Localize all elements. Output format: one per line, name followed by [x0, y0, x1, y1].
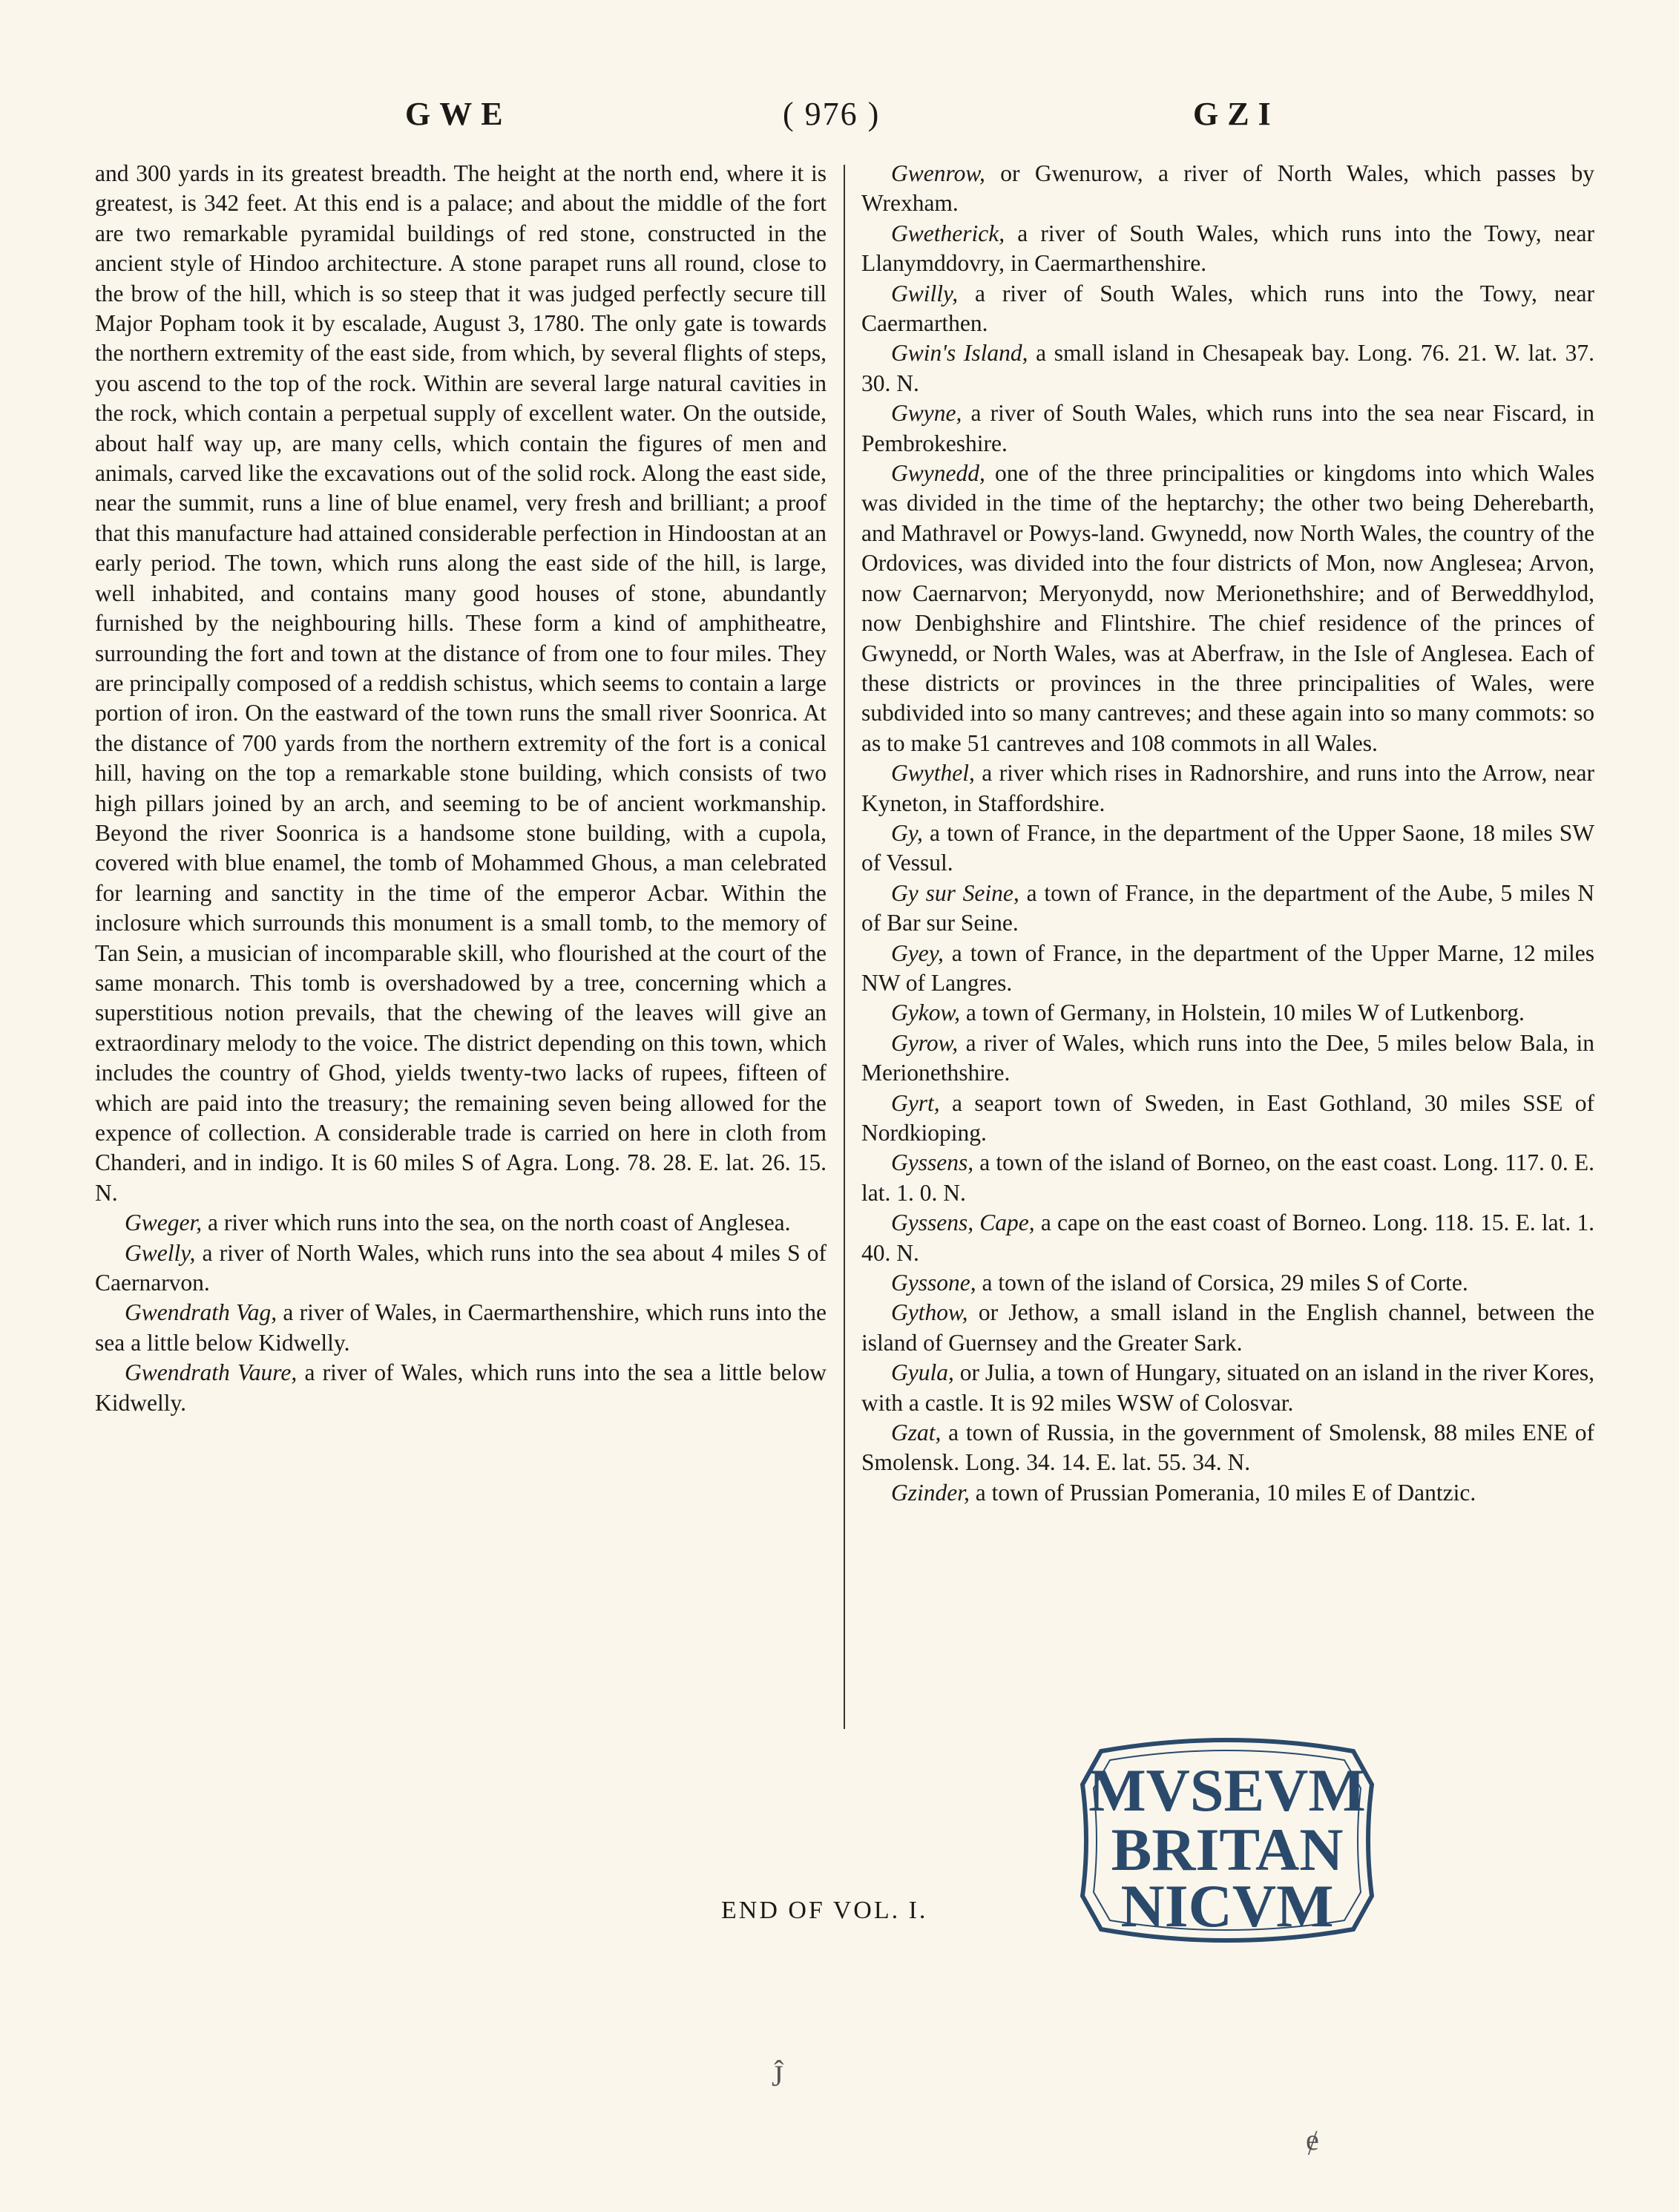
entry-description: or Jethow, a small island in the English channel, between the island of Guernsey and the Greater Sark.	[861, 1299, 1594, 1356]
gazetteer-entry	[861, 279, 1594, 339]
entry-description: a town of France, in the department of the Upper Marne, 12 miles NW of Langres.	[861, 939, 1594, 996]
gazetteer-entry	[95, 1208, 827, 1238]
entry-term: Gzat,	[891, 1420, 942, 1446]
entry-term: Gzinder,	[891, 1479, 970, 1506]
entry-description: or Gwenurow, a river of North Wales, which passes by Wrexham.	[861, 160, 1594, 217]
stamp-text-line: BRITAN	[1111, 1816, 1344, 1883]
entry-description: a river which rises in Radnorshire, and runs into the Arrow, near Kyneton, in Staffordshire.	[861, 760, 1594, 816]
gazetteer-entry	[861, 1268, 1594, 1298]
gazetteer-entry	[861, 338, 1594, 398]
entry-description: a town of Germany, in Holstein, 10 miles W of Lutkenborg.	[960, 1000, 1525, 1026]
stray-mark: Ĵ	[772, 2059, 783, 2093]
continued-entry-text: and 300 yards in its greatest breadth. The height at the north end, where it is greatest, is 342 feet. At this end is a palace; and about the middle of the fort are two remarkable pyramidal buildings of red stone, constructed in the ancient style of Hindoo architecture. A stone parapet runs all round, close to the brow of the hill, which is so steep that it was judged perfectly secure till Major Popham took it by escalade, August 3, 1780. The only gate is towards the northern extremity of the east side, from which, by several flights of steps, you ascend to the top of the rock. Within are several large natural cavities in the rock, which contain a perpetual supply of excellent water. On the outside, about half way up, are many cells, which contain the figures of men and animals, carved like the excavations out of the solid rock. Along the east side, near the summit, runs a line of blue enamel, very fresh and brilliant; a proof that this manufacture had attained considerable perfection in Hindoostan at an early period. The town, which runs along the east side of the hill, is large, well inhabited, and contains many good houses of stone, abundantly furnished by the neighbouring hills. These form a kind of amphitheatre, surrounding the fort and town at the distance of from one to four miles. They are principally composed of a reddish schistus, which seems to contain a large portion of iron. On the eastward of the town runs the small river Soonrica. At the distance of 700 yards from the northern extremity of the fort is a conical hill, having on the top a remarkable stone building, which consists of two high pillars joined by an arch, and seeming to be of ancient workmanship. Beyond the river Soonrica is a handsome stone building, with a cupola, covered with blue enamel, the tomb of Mohammed Ghous, a man celebrated for learning and sanctity in the time of the emperor Acbar. Within the inclosure which surrounds this monument is a small tomb, to the memory of Tan Sein, a musician of incomparable skill, who flourished at the court of the same monarch. This tomb is overshadowed by a tree, concerning which a superstitious notion prevails, that the chewing of the leaves will give an extraordinary melody to the voice. The district depending on this town, which includes the country of Ghod, yields twenty-two lacks of rupees, fifteen of which are paid into the treasury; the remaining seven being allowed for the expence of collection. A considerable trade is carried on here in cloth from Chanderi, and in indigo. It is 60 miles S of Agra. Long. 78. 28. E. lat. 26. 15. N.	[95, 160, 827, 1206]
museum-stamp	[1071, 1729, 1383, 1952]
running-head-left: GWE	[405, 96, 512, 132]
entry-description: a river of Wales, in Caermarthenshire, which runs into the sea a little below Kidwelly.	[95, 1299, 827, 1356]
entry-description: a seaport town of Sweden, in East Gothland, 30 miles SSE of Nordkioping.	[861, 1089, 1594, 1146]
right-entry-list	[861, 159, 1594, 1508]
entry-description: or Julia, a town of Hungary, situated on an island in the river Kores, with a castle. It is 92 miles WSW of Colosvar.	[861, 1359, 1594, 1416]
entry-description: a town of Prussian Pomerania, 10 miles E of Dantzic.	[969, 1479, 1476, 1506]
gazetteer-entry	[95, 1358, 827, 1418]
entry-description: a river of South Wales, which runs into the Towy, near Llanymddovry, in Caermarthenshire.	[861, 220, 1594, 277]
entry-description: a town of France, in the department of the Aube, 5 miles N of Bar sur Seine.	[861, 879, 1594, 936]
entry-description: a river which runs into the sea, on the north coast of Anglesea.	[202, 1210, 791, 1236]
entry-term: Gwendrath Vaure,	[125, 1359, 298, 1386]
gazetteer-entry	[861, 159, 1594, 219]
entry-term: Gwendrath Vag,	[125, 1299, 277, 1326]
gazetteer-entry	[861, 1298, 1594, 1358]
entry-term: Gyssone,	[891, 1270, 976, 1296]
gazetteer-entry	[861, 1208, 1594, 1268]
entry-term: Gwythel,	[891, 760, 975, 787]
entry-description: a small island in Chesapeak bay. Long. 76. 21. W. lat. 37. 30. N.	[861, 340, 1594, 396]
gazetteer-entry	[861, 459, 1594, 758]
entry-description: a river of South Wales, which runs into the sea near Fiscard, in Pembrokeshire.	[861, 400, 1594, 456]
gazetteer-entry	[861, 1418, 1594, 1478]
stamp-text-line: MVSEVM	[1088, 1756, 1366, 1824]
entry-term: Gy,	[891, 819, 923, 846]
entry-description: a town of the island of Corsica, 29 miles S of Corte.	[976, 1270, 1468, 1296]
entry-term: Gyrow,	[891, 1029, 959, 1056]
entry-description: a river of Wales, which runs into the sea a little below Kidwelly.	[95, 1359, 827, 1416]
entry-term: Gwynedd,	[891, 460, 985, 487]
entry-description: a cape on the east coast of Borneo. Long. 118. 15. E. lat. 1. 40. N.	[861, 1210, 1595, 1266]
gazetteer-entry	[95, 1298, 827, 1358]
entry-term: Gwelly,	[125, 1239, 196, 1266]
left-entry-list	[95, 1208, 827, 1418]
column-divider	[844, 165, 845, 1729]
entry-term: Gweger,	[125, 1210, 203, 1236]
entry-term: Gwenrow,	[891, 160, 985, 186]
entry-description: a town of France, in the department of the Upper Saone, 18 miles SW of Vessul.	[861, 819, 1594, 876]
entry-term: Gwin's Island,	[891, 340, 1028, 367]
entry-term: Gwyne,	[891, 400, 962, 427]
gazetteer-entry	[861, 1028, 1594, 1089]
gazetteer-entry	[861, 818, 1594, 879]
end-of-volume-note: END OF VOL. I.	[721, 1897, 928, 1924]
gazetteer-entry	[861, 939, 1594, 999]
entry-term: Gyssens, Cape,	[891, 1210, 1035, 1236]
gazetteer-entry	[95, 1238, 827, 1299]
entry-description: a river of South Wales, which runs into the Towy, near Caermarthen.	[861, 280, 1594, 337]
left-column	[95, 159, 827, 1418]
gazetteer-entry	[861, 1478, 1594, 1508]
gazetteer-entry	[861, 1358, 1594, 1418]
gazetteer-entry	[861, 879, 1594, 939]
entry-term: Gykow,	[891, 1000, 961, 1026]
entry-term: Gyssens,	[891, 1149, 974, 1176]
stamp-seal	[1071, 1729, 1383, 1952]
entry-description: a town of Russia, in the government of Smolensk, 88 miles ENE of Smolensk. Long. 34. 14. E. lat. 55. 34. N.	[861, 1420, 1594, 1476]
entry-description: a town of the island of Borneo, on the east coast. Long. 117. 0. E. lat. 1. 0. N.	[861, 1149, 1594, 1206]
entry-term: Gythow,	[891, 1299, 968, 1326]
stamp-text-line: NICVM	[1120, 1872, 1334, 1940]
gazetteer-entry	[861, 398, 1594, 459]
entry-term: Gyula,	[891, 1359, 954, 1386]
right-column	[861, 159, 1594, 1508]
gazetteer-entry	[861, 219, 1594, 279]
gazetteer-entry	[861, 998, 1594, 1028]
entry-description: a river of Wales, which runs into the Dee, 5 miles below Bala, in Merionethshire.	[861, 1029, 1594, 1086]
gazetteer-entry	[861, 1089, 1594, 1149]
entry-term: Gy sur Seine,	[891, 879, 1019, 906]
entry-description: a river of North Wales, which runs into the sea about 4 miles S of Caernarvon.	[95, 1239, 827, 1296]
entry-term: Gyrt,	[891, 1089, 940, 1116]
entry-description: one of the three principalities or kingdoms into which Wales was divided in the time of the heptarchy; the other two being Deherebarth, and Mathravel or Powys-land. Gwynedd, now North Wales, the country of the Ordovices, was divided into the four districts of Mon, now Anglesea; Arvon, now Caernarvon; Meryonydd, now Merionethshire; and of Berweddhylod, now Denbighshire and Flintshire. The chief residence of the princes of Gwynedd, or North Wales, was at Aberfraw, in the Isle of Anglesea. Each of these districts or provinces in the three principalities of Wales, were subdivided into so many cantreves; and these again into so many commots: so as to make 51 cantreves and 108 commots in all Wales.	[861, 460, 1594, 756]
stray-mark: ɇ	[1306, 2123, 1319, 2156]
entry-term: Gyey,	[891, 939, 944, 966]
entry-term: Gwilly,	[891, 280, 959, 306]
gazetteer-entry	[861, 1148, 1594, 1208]
gazetteer-entry	[861, 758, 1594, 818]
running-head-right: GZI	[1193, 96, 1280, 132]
entry-term: Gwetherick,	[891, 220, 1005, 246]
page-number: ( 976 )	[783, 96, 881, 132]
